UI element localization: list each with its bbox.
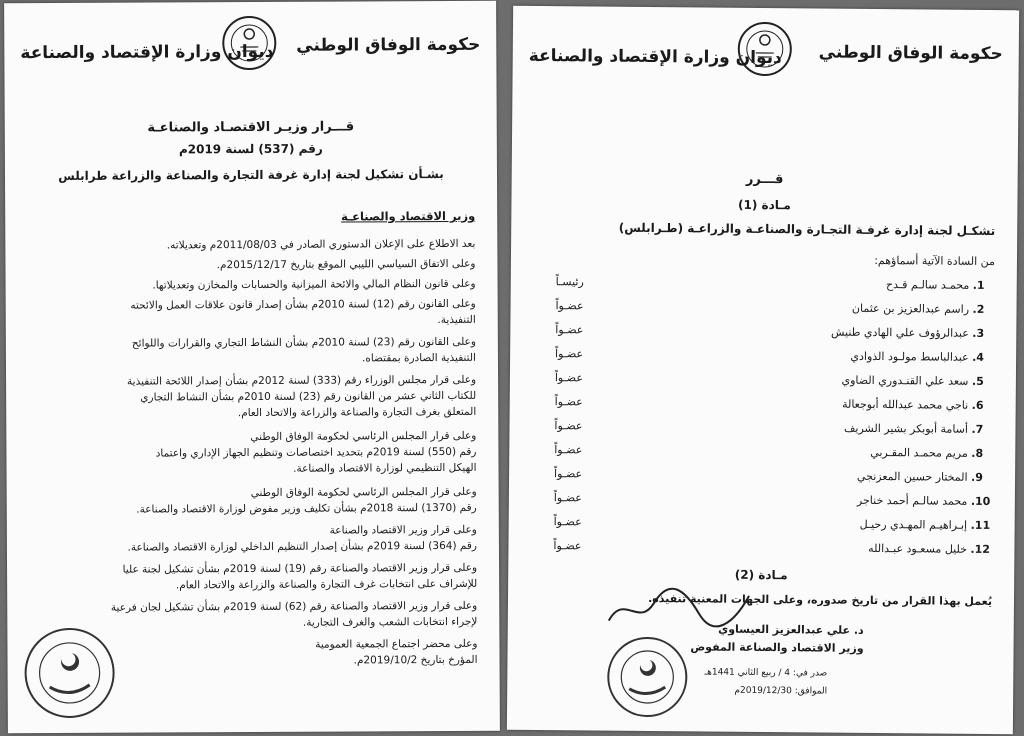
preamble-line: رقم (1370) لسنة 2018م بشأن تكليف وزير مفوض لوزارة الاقتصاد والصناعة. (136, 501, 477, 516)
member-name: أسامة أبوبكر بشير الشريف (844, 421, 969, 436)
list-item: 4. عبدالباسط مولـود الذوادي عضـواً (694, 347, 994, 366)
article-1-heading: مـادة (1) (737, 197, 791, 213)
member-role: عضـواً (555, 347, 584, 361)
member-role: عضـواً (553, 467, 583, 481)
member-role: عضـواً (553, 491, 582, 505)
member-role: عضـواً (553, 539, 582, 553)
preamble-line: المتعلق بغرف التجارة والصناعة والزراعة والاتحاد العام. (237, 405, 477, 420)
preamble-line: رقم (550) لسنة 2019م بتحديد اختصاصات وتنظيم الجهاز الإداري واعتماد (155, 445, 477, 460)
list-item: 9. المختار حسين المعزنجي عضـواً (693, 467, 993, 486)
preamble-line: وعلى القانون رقم (23) لسنة 2010م بشأن النشاط التجاري والقرارات واللوائح (131, 335, 476, 350)
preamble-line: وعلى قرار وزير الاقتصاد والصناعة (329, 523, 477, 537)
list-item: 1. محمـد سالـم قـدح رئيسـاً (695, 275, 995, 294)
list-item: 12. خليل مسعـود عبـدالله عضـواً (692, 539, 992, 558)
preamble-line: وعلى قانون النظام المالي والائحة الميزانية والحسابات والمخازن وتعديلاتها. (152, 277, 476, 292)
preamble-line: وعلى قرار مجلس الوزراء رقم (333) لسنة 2012م بشأن إصدار اللائحة التنفيذية (126, 373, 477, 388)
letterhead (523, 16, 1010, 82)
member-name: راسم عبدالعزيز بن عثمان (851, 301, 970, 316)
preamble-line: رقم (364) لسنة 2019م بشأن إصدار التنظيم الداخلي لوزارة الاقتصاد والصناعة. (127, 539, 477, 554)
member-role: عضـواً (554, 371, 584, 385)
preamble-line: وعلى الاتفاق السياسي الليبي الموقع بتاريخ 2015/12/17م. (216, 257, 476, 272)
preamble-line: وعلى القانون رقم (12) لسنة 2010م بشأن إصدار قانون علاقات العمل والائحته (130, 297, 476, 312)
decision-heading: قـــرر (745, 171, 784, 188)
member-name: المختار حسين المعزنجي (856, 469, 968, 484)
members-intro: من السادة الآتية أسماؤهم: (874, 253, 996, 269)
list-item: 7. أسامة أبوبكر بشير الشريف عضـواً (693, 419, 993, 438)
member-name: إبـراهيـم المهـدي رحيـل (859, 517, 968, 532)
member-name: سعد علي القنـدوري الضاوي (841, 373, 969, 388)
ministry-name: ديوان وزارة الإقتصاد والصناعة (528, 45, 782, 69)
preamble-line: لإجراء انتخابات الشعب والغرف التجارية. (302, 615, 478, 629)
member-role: عضـواً (555, 299, 584, 313)
decree-title: قـــرار وزيـر الاقتصـاد والصناعـة (147, 119, 355, 136)
member-role: عضـواً (554, 395, 583, 409)
preamble-line: الهيكل التنظيمي لوزارة الاقتصاد والصناعة. (293, 461, 477, 475)
article-1-text: تشكـل لجنة إدارة غرفـة التجـارة والصناعـة والزراعـة (طـرابلس) (618, 220, 996, 239)
list-item: 8. مريم محمـد المقـربي عضـواً (693, 443, 993, 462)
list-item: 3. عبدالرؤوف علي الهادي طنيش عضـواً (694, 323, 994, 342)
member-role: رئيسـاً (555, 275, 584, 289)
corresponding-date: الموافق: 2019/12/30م (734, 685, 828, 697)
member-name: مريم محمـد المقـربي (870, 445, 968, 460)
member-name: ناجي محمد عبدالله أبوجعالة (842, 397, 969, 412)
member-name: محمـد سالـم قـدح (886, 278, 970, 292)
member-name: محمد سالـم أحمد خناجر (856, 493, 968, 508)
preamble-line: وعلى قرار المجلس الرئاسي لحكومة الوفاق الوطني (250, 429, 477, 444)
member-role: عضـواً (553, 515, 582, 529)
document-page-left (4, 1, 500, 734)
issued-date: صدر في: 4 / ربيع الثاني 1441هـ (704, 667, 828, 679)
minister-heading: وزير الاقتصاد والصناعـة (341, 208, 476, 224)
list-item: 11. إبـراهيـم المهـدي رحيـل عضـواً (693, 515, 993, 534)
decree-number: رقم (537) لسنة 2019م (178, 141, 323, 157)
list-item: 5. سعد علي القنـدوري الضاوي عضـواً (694, 371, 994, 390)
government-name: حكومة الوفاق الوطني (296, 34, 481, 56)
member-name: عبدالرؤوف علي الهادي طنيش (830, 325, 969, 340)
signatory-title: وزير الاقتصاد والصناعة المفوض (690, 640, 864, 655)
government-name: حكومة الوفاق الوطني (818, 42, 1003, 65)
member-name: عبدالباسط مولـود الذوادي (850, 349, 969, 364)
member-role: عضـواً (554, 419, 583, 433)
decree-subject: بشـأن تشكيل لجنة إدارة غرفة التجارة والصناعة والزراعة طرابلس (58, 166, 444, 184)
member-name: خليل مسعـود عبـدالله (868, 541, 967, 556)
preamble-line: التنفيذية الصادرة بمقتضاه. (361, 351, 476, 365)
ministry-name: ديوان وزارة الإقتصاد والصناعة (20, 41, 274, 64)
preamble-line: وعلى محضر اجتماع الجمعية العمومية (315, 637, 478, 651)
member-role: عضـواً (555, 323, 584, 337)
official-seal-icon (605, 635, 690, 720)
member-role: عضـواً (554, 443, 583, 457)
preamble-line: وعلى قرار المجلس الرئاسي لحكومة الوفاق الوطني (250, 485, 477, 500)
signatory-name: د. علي عبدالعزيز العيساوي (718, 622, 864, 637)
official-seal-icon (21, 625, 118, 722)
preamble-line: المؤرخ بتاريخ 2019/10/2م. (353, 653, 478, 667)
document-page-right (507, 6, 1019, 734)
article-2-heading: مـادة (2) (734, 567, 788, 583)
list-item: 10. محمد سالـم أحمد خناجر عضـواً (693, 491, 993, 510)
article-2-text: يُعمل بهذا القرار من تاريخ صدوره، وعلى الجهات المعنية تنفيذه. (648, 592, 993, 609)
preamble-line: للكتاب الثاني عشر من القانون رقم (23) لسنة 2010م بشأن النشاط التجاري (140, 389, 477, 404)
list-item: 2. راسم عبدالعزيز بن عثمان عضـواً (694, 299, 994, 318)
preamble-line: التنفيذية. (437, 313, 476, 327)
preamble-line: وعلى قرار وزير الاقتصاد والصناعة رقم (62) لسنة 2019م بشأن تشكيل لجان فرعية (110, 599, 478, 614)
preamble-line: للإشراف على انتخابات غرف التجارة والصناعة والزراعة والاتحاد العام. (175, 577, 478, 592)
letterhead (14, 11, 486, 75)
list-item: 6. ناجي محمد عبدالله أبوجعالة عضـواً (694, 395, 994, 414)
preamble-line: وعلى قرار وزير الاقتصاد والصناعة رقم (19) لسنة 2019م بشأن تشكيل لجنة عليا (122, 561, 478, 576)
preamble-line: بعد الاطلاع على الإعلان الدستوري الصادر في 2011/08/03م وتعديلاته. (166, 237, 476, 252)
